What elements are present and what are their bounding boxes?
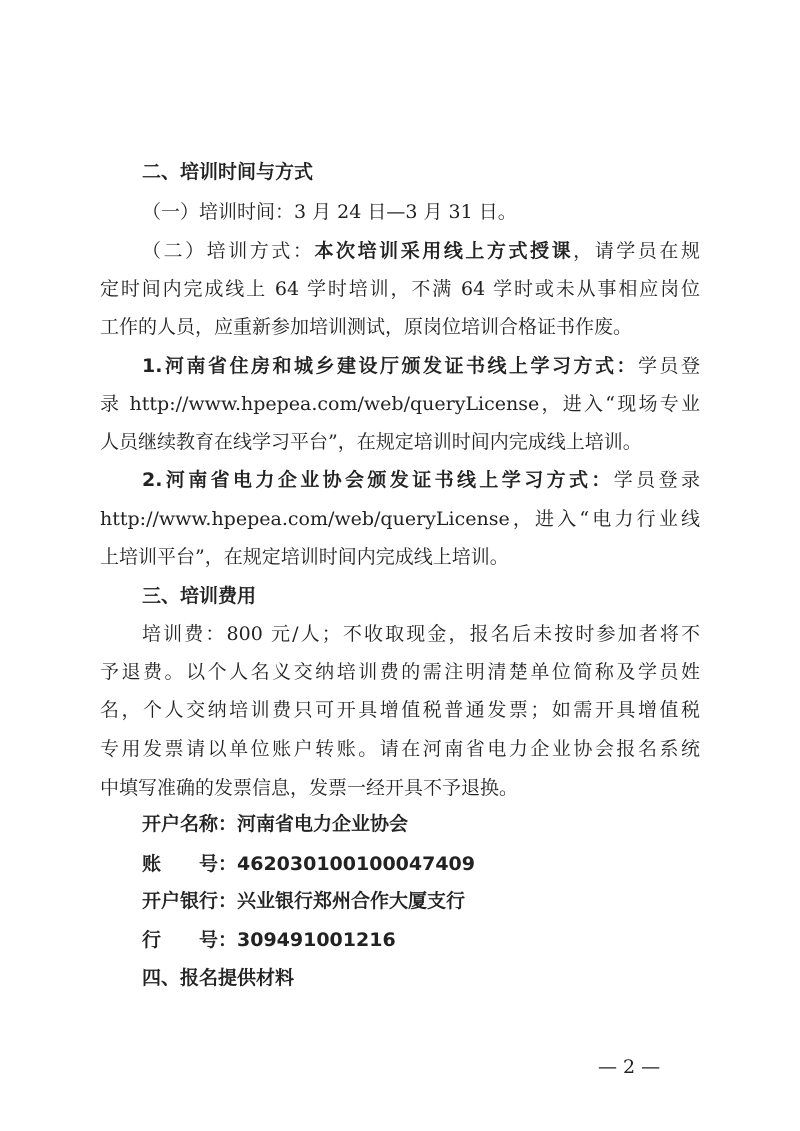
- training-method-line-2: 定时间内完成线上 64 学时培训，不满 64 学时或未从事相应岗位: [100, 278, 700, 300]
- account-number-row: [142, 852, 700, 876]
- account-bank-value: 兴业银行郑州合作大厦支行: [237, 890, 466, 912]
- account-number-label: 账 号：: [142, 853, 238, 875]
- account-number-value: 462030100100047409: [237, 853, 475, 875]
- account-name-label: 开户名称：: [142, 813, 238, 835]
- account-bank-label: 开户银行：: [142, 890, 238, 912]
- account-name-row: [142, 812, 700, 836]
- account-code-label: 行 号：: [142, 929, 238, 951]
- account-name-value: 河南省电力企业协会: [237, 813, 409, 835]
- item2-rest: 学员登录: [613, 469, 700, 491]
- account-code-row: [142, 928, 700, 952]
- account-bank-row: [142, 889, 700, 913]
- item2-bold: 2.河南省电力企业协会颁发证书线上学习方式：: [142, 469, 614, 491]
- section-heading-time-method: 二、培训时间与方式: [142, 161, 314, 183]
- training-method-line: [142, 239, 700, 263]
- fee-line-5: 中填写准确的发票信息，发票一经开具不予退换。: [100, 777, 519, 799]
- item1-line-2: 录 http://www.hpepea.com/web/queryLicense，进入“现场专业: [100, 393, 700, 415]
- account-code-value: 309491001216: [237, 929, 396, 951]
- item1-rest: 学员登: [637, 355, 700, 377]
- item1-bold: 1.河南省住房和城乡建设厅颁发证书线上学习方式：: [142, 355, 638, 377]
- item2-line-2: http://www.hpepea.com/web/queryLicense，进入“电力行业线: [100, 508, 700, 530]
- item1-line: [142, 354, 700, 378]
- item1-line-3: 人员继续教育在线学习平台”，在规定培训时间内完成线上培训。: [100, 431, 642, 453]
- training-method-line-3: 工作的人员，应重新参加培训测试，原岗位培训合格证书作废。: [100, 316, 633, 338]
- section-heading-fees: 三、培训费用: [142, 585, 257, 607]
- training-time-line: （一）培训时间：3 月 24 日—3 月 31 日。: [142, 201, 517, 223]
- page-number: — 2 —: [598, 1056, 661, 1078]
- fee-line-3: 名，个人交纳培训费只可开具增值税普通发票；如需开具增值税: [100, 699, 700, 721]
- section-heading-materials: 四、报名提供材料: [142, 967, 295, 989]
- training-method-rest: ，请学员在规: [573, 240, 700, 262]
- fee-line-2: 予退费。以个人名义交纳培训费的需注明清楚单位简称及学员姓: [100, 661, 700, 683]
- training-method-prefix: （二）培训方式：: [142, 240, 315, 262]
- item2-line-3: 上培训平台”，在规定培训时间内完成线上培训。: [100, 546, 509, 568]
- training-method-bold: 本次培训采用线上方式授课: [314, 240, 574, 262]
- fee-line-1: 培训费：800 元/人；不收取现金，报名后未按时参加者将不: [142, 623, 700, 645]
- fee-line-4: 专用发票请以单位账户转账。请在河南省电力企业协会报名系统: [100, 738, 700, 760]
- item2-line: [142, 468, 700, 492]
